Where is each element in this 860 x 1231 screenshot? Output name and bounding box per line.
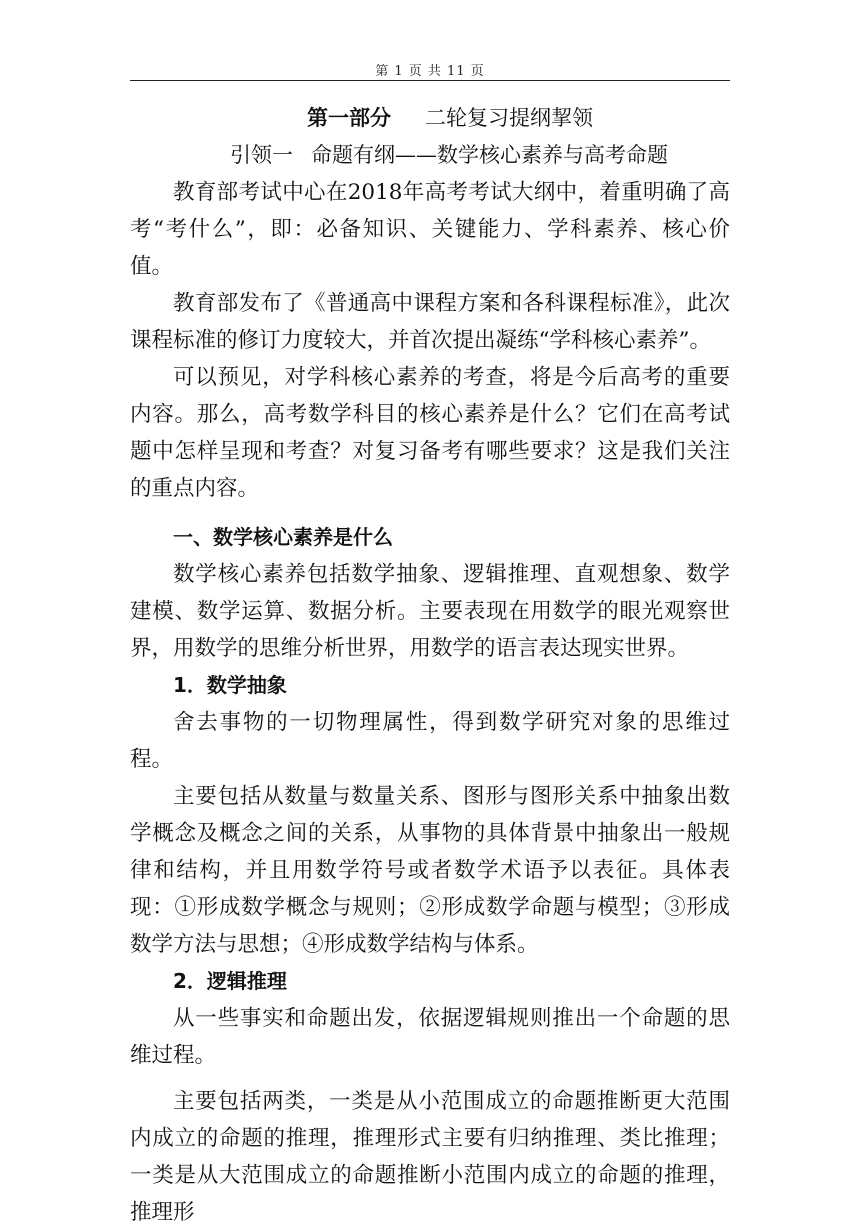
paragraph: 数学核心素养包括数学抽象、逻辑推理、直观想象、数学建模、数学运算、数据分析。主要表现在用数学的眼光观察世界，用数学的思维分析世界，用数学的语言表达现实世界。 (130, 562, 730, 661)
page-header (130, 60, 730, 79)
subsection-heading: 2．逻辑推理 (173, 969, 287, 993)
lead-title-text: 命题有纲——数学核心素养与高考命题 (311, 143, 668, 167)
part-title (170, 100, 730, 137)
paragraph: 教育部发布了《普通高中课程方案和各科课程标准》，此次课程标准的修订力度较大，并首次提出凝练“学科核心素养”。 (130, 291, 730, 353)
page-indicator: 第 1 页 共 11 页 (375, 64, 485, 79)
document-body (130, 100, 730, 1231)
paragraph: 教育部考试中心在2018年高考考试大纲中，着重明确了高考“考什么”，即：必备知识、关键能力、学科素养、核心价值。 (130, 180, 730, 279)
lead-title (130, 137, 730, 174)
header-rule (130, 80, 730, 81)
paragraph: 从一些事实和命题出发，依据逻辑规则推出一个命题的思维过程。 (130, 1006, 730, 1068)
part-title-text: 二轮复习提纲挈领 (425, 106, 593, 130)
subsection-heading: 1．数学抽象 (173, 673, 287, 697)
paragraph: 可以预见，对学科核心素养的考查，将是今后高考的重要内容。那么，高考数学科目的核心素养是什么？它们在高考试题中怎样呈现和考查？对复习备考有哪些要求？这是我们关注的重点内容。 (130, 365, 730, 501)
lead-label: 引领一 (230, 143, 293, 167)
paragraph: 舍去事物的一切物理属性，得到数学研究对象的思维过程。 (130, 710, 730, 772)
paragraph: 主要包括从数量与数量关系、图形与图形关系中抽象出数学概念及概念之间的关系，从事物的具体背景中抽象出一般规律和结构，并且用数学符号或者数学术语予以表征。具体表现：①形成数学概念与规则；②形成数学命题与模型；③形成数学方法与思想；④形成数学结构与体系。 (130, 784, 730, 957)
paragraph: 主要包括两类，一类是从小范围成立的命题推断更大范围内成立的命题的推理，推理形式主要有归纳推理、类比推理；一类是从大范围成立的命题推断小范围内成立的命题的推理，推理形 (130, 1089, 730, 1225)
section-heading: 一、数学核心素养是什么 (173, 525, 393, 549)
part-label: 第一部分 (307, 106, 391, 130)
